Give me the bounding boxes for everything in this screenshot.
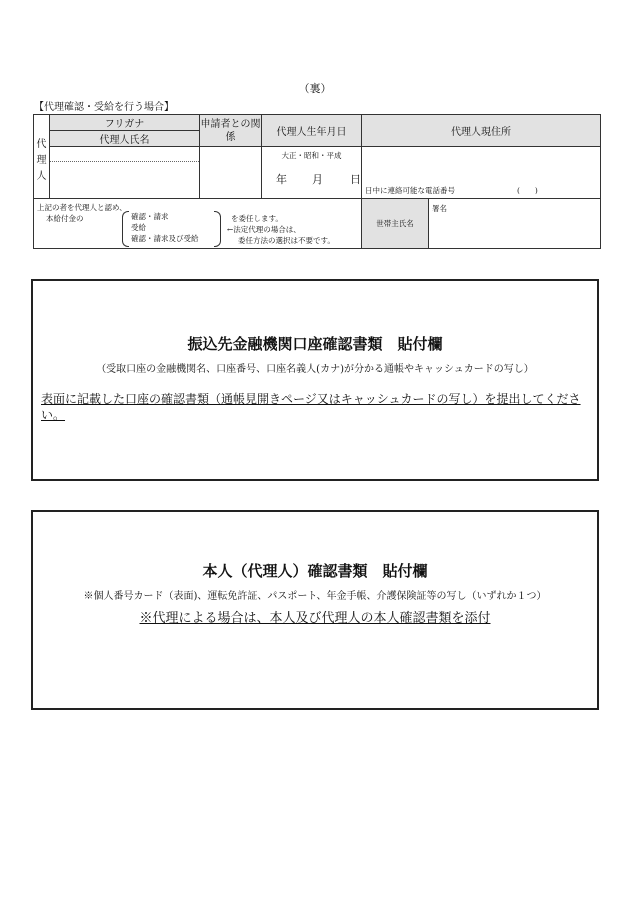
daytime-phone-label: 日中に連絡可能な電話番号 xyxy=(365,186,455,195)
address-field[interactable] xyxy=(362,147,601,199)
proxy-row-label-cell xyxy=(34,115,50,199)
phone-parentheses: ( ) xyxy=(517,186,538,195)
householder-label: 世帯主氏名 xyxy=(362,199,429,249)
month-label: 月 xyxy=(312,173,323,186)
relation-header: 申請者との関係 xyxy=(200,115,262,147)
delegation-line2: 本給付金の xyxy=(46,214,84,223)
bank-box-instruction: 表面に記載した口座の確認書類（通帳見開きページ又はキャッシュカードの写し）を提出してください。 xyxy=(41,392,581,422)
id-box-note: ※個人番号カード（表面)、運転免許証、パスポート、年金手帳、介護保険証等の写し（いずれか１つ） xyxy=(83,591,547,602)
legal-note-line2: 委任方法の選択は不要です。 xyxy=(238,236,335,245)
name-header: 代理人氏名 xyxy=(50,131,200,147)
signature-field[interactable] xyxy=(429,199,601,249)
bank-document-attach-box xyxy=(31,279,599,481)
left-brace xyxy=(122,211,129,247)
id-document-attach-box xyxy=(31,510,599,710)
delegation-line1: 上記の者を代理人と認め、 xyxy=(37,203,127,212)
delegate-text: を委任します。 xyxy=(231,214,283,223)
option-confirm-claim-receive[interactable]: 確認・請求及び受給 xyxy=(131,234,199,243)
birthdate-header: 代理人生年月日 xyxy=(262,115,362,147)
furigana-header: フリガナ xyxy=(50,115,200,131)
option-confirm-claim[interactable]: 確認・請求 xyxy=(131,212,169,221)
bank-box-note: （受取口座の金融機関名、口座番号、口座名義人(カナ)が分かる通帳やキャッシュカードの写し） xyxy=(96,364,534,375)
legal-note-line1: ←法定代理の場合は、 xyxy=(227,225,301,234)
id-box-title: 本人（代理人）確認書類 貼付欄 xyxy=(202,562,428,580)
relation-field[interactable] xyxy=(200,147,262,199)
right-brace xyxy=(214,211,221,247)
page-side-label: （裏） xyxy=(298,82,332,95)
option-receive[interactable]: 受給 xyxy=(131,223,146,232)
id-box-instruction: ※代理による場合は、本人及び代理人の本人確認書類を添付 xyxy=(139,611,491,626)
section-title: 【代理確認・受給を行う場合】 xyxy=(34,102,174,113)
year-label: 年 xyxy=(276,173,287,186)
furigana-input-line[interactable] xyxy=(50,147,199,162)
era-options: 大正・昭和・平成 xyxy=(281,151,342,160)
proxy-row-label: 代理人 xyxy=(36,138,47,182)
proxy-info-table xyxy=(33,114,601,249)
address-header: 代理人現住所 xyxy=(362,115,601,147)
delegation-cell xyxy=(34,199,362,249)
birthdate-field[interactable] xyxy=(262,147,362,199)
proxy-name-field[interactable] xyxy=(50,147,200,199)
day-label: 日 xyxy=(350,173,361,186)
bank-box-title: 振込先金融機関口座確認書類 貼付欄 xyxy=(187,335,443,353)
signature-label: 署名 xyxy=(432,204,447,213)
